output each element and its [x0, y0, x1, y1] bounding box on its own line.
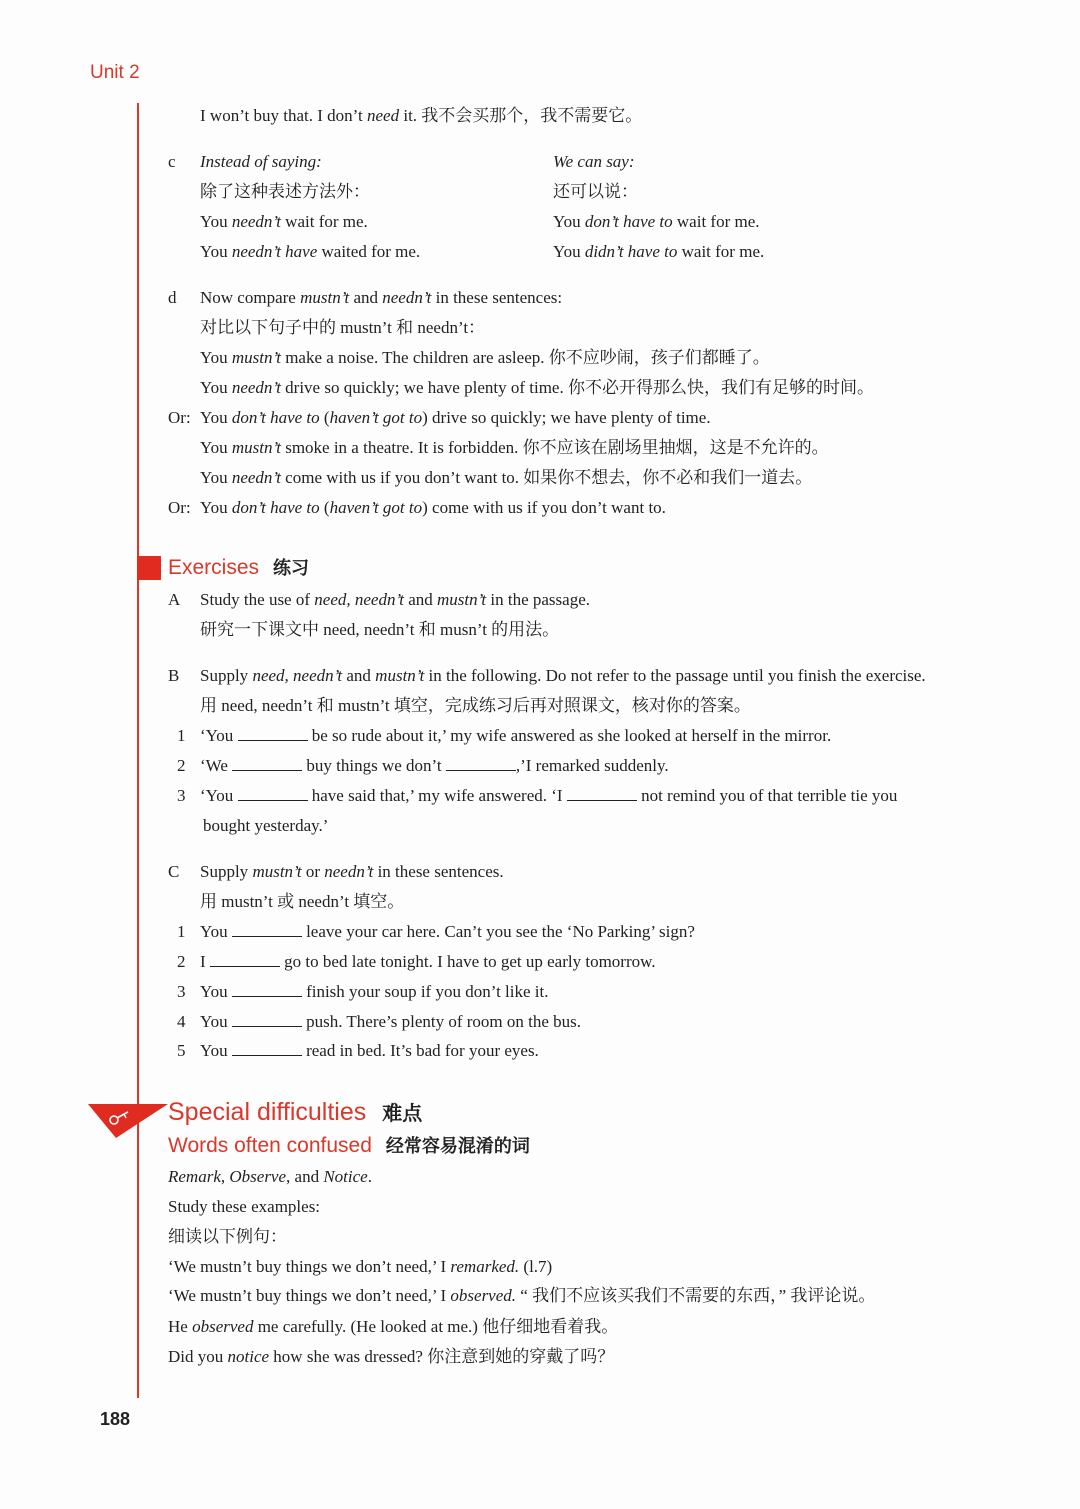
- answer-blank[interactable]: [210, 952, 280, 967]
- special-line-3: 细读以下例句：: [168, 1227, 287, 1246]
- d-line-5: You don’t have to (haven’t got to) drive so quickly; we have plenty of time.: [200, 408, 711, 427]
- special-title-cn: 难点: [382, 1101, 423, 1125]
- c-item-3-num: 3: [177, 982, 186, 1001]
- exercise-b-line-1: Supply need, needn’t and mustn’t in the following. Do not refer to the passage until you finish the exercise.: [200, 666, 926, 685]
- c-item-5: You read in bed. It’s bad for your eyes.: [200, 1041, 539, 1060]
- exercises-marker: [137, 556, 161, 580]
- instead-of-saying: Instead of saying:: [200, 152, 322, 171]
- b-item-3: ‘You have said that,’ my wife answered. ‘I not remind you of that terrible tie you: [200, 786, 898, 805]
- answer-blank[interactable]: [232, 756, 302, 771]
- special-title-en: Special difficulties: [168, 1098, 367, 1126]
- intro-line: I won’t buy that. I don’t need it. 我不会买那个，我不需要它。: [200, 106, 643, 125]
- answer-blank[interactable]: [238, 786, 308, 801]
- exercise-a-line-2: 研究一下课文中 need, needn’t 和 musn’t 的用法。: [200, 620, 560, 639]
- d-line-8: You don’t have to (haven’t got to) come with us if you don’t want to.: [200, 498, 666, 517]
- d-line-4: You needn’t drive so quickly; we have plenty of time. 你不必开得那么快，我们有足够的时间。: [200, 378, 874, 397]
- exercise-a-label: A: [168, 590, 181, 609]
- answer-blank[interactable]: [232, 1012, 302, 1027]
- c-item-3: You finish your soup if you don’t like it.: [200, 982, 549, 1001]
- we-can-say: We can say:: [553, 152, 635, 171]
- special-line-1: Remark, Observe, and Notice.: [168, 1167, 372, 1186]
- subheading-en: Words often confused: [168, 1134, 372, 1157]
- special-heading: [168, 1098, 422, 1127]
- margin-rule: [137, 103, 139, 1398]
- exercise-c-label: C: [168, 862, 180, 881]
- b-item-1: ‘You be so rude about it,’ my wife answered as she looked at herself in the mirror.: [200, 726, 832, 745]
- exercises-title-en: Exercises: [168, 556, 260, 579]
- c-item-4: You push. There’s plenty of room on the bus.: [200, 1012, 582, 1031]
- answer-blank[interactable]: [232, 922, 302, 937]
- section-d-label: d: [168, 288, 177, 307]
- can-say-cn: 还可以说：: [553, 182, 638, 201]
- c-row-2-left: You needn’t have waited for me.: [200, 242, 421, 261]
- answer-blank[interactable]: [567, 786, 637, 801]
- b-item-1-num: 1: [177, 726, 186, 745]
- answer-blank[interactable]: [446, 756, 516, 771]
- special-line-2: Study these examples:: [168, 1197, 321, 1216]
- d-line-1: Now compare mustn’t and needn’t in these sentences:: [200, 288, 563, 307]
- section-c-label: c: [168, 152, 176, 171]
- c-row-2-right: You didn’t have to wait for me.: [553, 242, 765, 261]
- exercise-c-line-1: Supply mustn’t or needn’t in these sentences.: [200, 862, 504, 881]
- c-item-1: You leave your car here. Can’t you see the ‘No Parking’ sign?: [200, 922, 695, 941]
- special-line-4: ‘We mustn’t buy things we don’t need,’ I remarked. (l.7): [168, 1257, 553, 1276]
- key-icon: [88, 1100, 168, 1140]
- answer-blank[interactable]: [232, 982, 302, 997]
- answer-blank[interactable]: [238, 726, 308, 741]
- special-line-7: Did you notice how she was dressed? 你注意到她的穿戴了吗？: [168, 1347, 615, 1366]
- special-line-5: ‘We mustn’t buy things we don’t need,’ I observed. “ 我们不应该买我们不需要的东西，” 我评论说。: [168, 1286, 876, 1305]
- c-item-2: I go to bed late tonight. I have to get up early tomorrow.: [200, 952, 656, 971]
- exercise-b-line-2: 用 need, needn’t 和 mustn’t 填空，完成练习后再对照课文，核对你的答案。: [200, 696, 751, 715]
- subheading: [168, 1134, 530, 1159]
- or-label-2: Or:: [168, 498, 191, 517]
- d-line-2: 对比以下句子中的 mustn’t 和 needn’t：: [200, 318, 486, 337]
- c-item-5-num: 5: [177, 1041, 186, 1060]
- page-number: 188: [100, 1409, 131, 1429]
- b-item-3-cont: bought yesterday.’: [203, 816, 329, 835]
- c-item-4-num: 4: [177, 1012, 186, 1031]
- instead-cn: 除了这种表述方法外：: [200, 182, 370, 201]
- b-item-2: ‘We buy things we don’t ,’I remarked suddenly.: [200, 756, 669, 775]
- d-line-7: You needn’t come with us if you don’t want to. 如果你不想去，你不必和我们一道去。: [200, 468, 813, 487]
- exercise-b-label: B: [168, 666, 180, 685]
- subheading-cn: 经常容易混淆的词: [385, 1136, 530, 1157]
- exercises-title-cn: 练习: [273, 558, 310, 579]
- exercise-c-line-2: 用 mustn’t 或 needn’t 填空。: [200, 892, 405, 911]
- c-item-1-num: 1: [177, 922, 186, 941]
- or-label-1: Or:: [168, 408, 191, 427]
- d-line-3: You mustn’t make a noise. The children are asleep. 你不应吵闹，孩子们都睡了。: [200, 348, 770, 367]
- special-line-6: He observed me carefully. (He looked at me.) 他仔细地看着我。: [168, 1317, 619, 1336]
- d-line-6: You mustn’t smoke in a theatre. It is forbidden. 你不应该在剧场里抽烟，这是不允许的。: [200, 438, 829, 457]
- exercise-a-line-1: Study the use of need, needn’t and mustn’t in the passage.: [200, 590, 590, 609]
- b-item-2-num: 2: [177, 756, 186, 775]
- answer-blank[interactable]: [232, 1041, 302, 1056]
- c-row-1-left: You needn’t wait for me.: [200, 212, 368, 231]
- c-row-1-right: You don’t have to wait for me.: [553, 212, 760, 231]
- b-item-3-num: 3: [177, 786, 186, 805]
- exercises-heading: [168, 556, 309, 581]
- unit-label: Unit 2: [90, 62, 140, 83]
- c-item-2-num: 2: [177, 952, 186, 971]
